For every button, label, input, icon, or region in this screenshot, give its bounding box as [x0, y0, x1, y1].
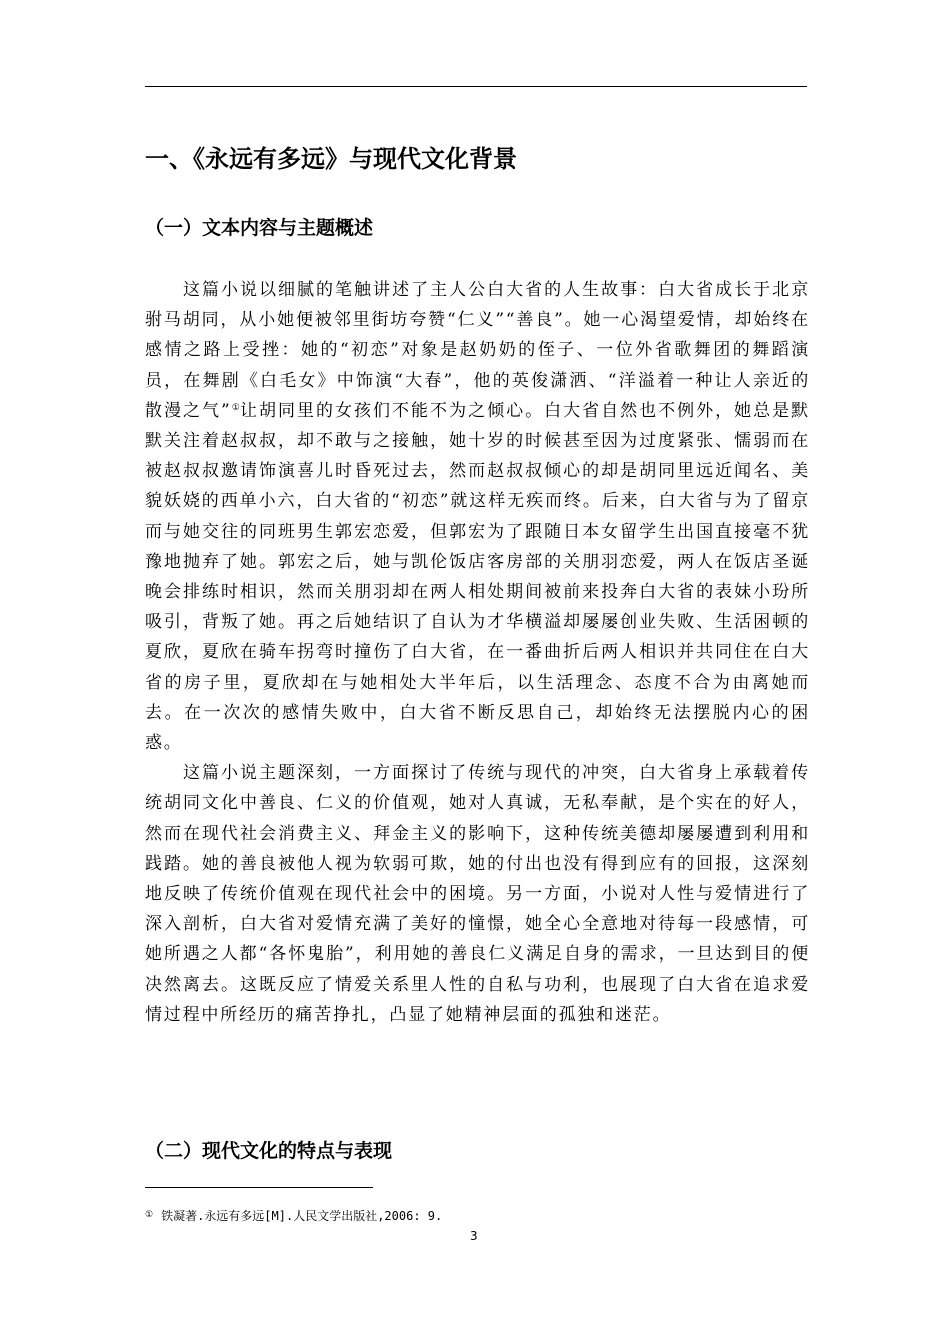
paragraph-1-part-a: 这篇小说以细腻的笔触讲述了主人公白大省的人生故事：白大省成长于北京驸马胡同，从小她便被邻里街坊夸赞“仁义”“善良”。她一心渴望爱情，却始终在感情之路上受挫：她的“初恋”对象是赵奶奶的侄子、一位外省歌舞团的舞蹈演员，在舞剧《白毛女》中饰演“大春”，他的英俊潇洒、“洋溢着一种让人亲近的散漫之气” — [145, 280, 810, 421]
footnote-reference[interactable]: ① — [231, 402, 240, 413]
paragraph-1-part-b: 让胡同里的女孩们不能不为之倾心。白大省自然也不例外，她总是默默关注着赵叔叔，却不敢与之接触，她十岁的时候甚至因为过度紧张、懦弱而在被赵叔叔邀请饰演喜儿时昏死过去，然而赵叔叔倾心的却是胡同里远近闻名、美貌妖娆的西单小六，白大省的“初恋”就这样无疾而终。后来，白大省与为了留京而与她交往的同班男生郭宏恋爱，但郭宏为了跟随日本女留学生出国直接毫不犹豫地抛弃了她。郭宏之后，她与凯伦饭店客房部的关朋羽恋爱，两人在饭店圣诞晚会排练时相识，然而关朋羽却在两人相处期间被前来投奔白大省的表妹小玢所吸引，背叛了她。再之后她结识了自认为才华横溢却屡屡创业失败、生活困顿的夏欣，夏欣在骑车拐弯时撞伤了白大省，在一番曲折后两人相识并共同住在白大省的房子里，夏欣却在与她相处大半年后，以生活理念、态度不合为由离她而去。在一次次的感情失败中，白大省不断反思自己，却始终无法摆脱内心的困惑。 — [145, 400, 810, 754]
chapter-title: 一、《永远有多远》与现代文化背景 — [145, 145, 517, 173]
section-heading-2: （二）现代文化的特点与表现 — [145, 1140, 393, 1162]
footnote-mark: ① — [145, 1210, 154, 1220]
paragraph-2: 这篇小说主题深刻，一方面探讨了传统与现代的冲突，白大省身上承载着传统胡同文化中善良、仁义的价值观，她对人真诚，无私奉献，是个实在的好人，然而在现代社会消费主义、拜金主义的影响下，这种传统美德却屡屡遭到利用和践踏。她的善良被他人视为软弱可欺，她的付出也没有得到应有的回报，这深刻地反映了传统价值观在现代社会中的困境。另一方面，小说对人性与爱情进行了深入剖析，白大省对爱情充满了美好的憧憬，她全心全意地对待每一段感情，可她所遇之人都“各怀鬼胎”，利用她的善良仁义满足自身的需求，一旦达到目的便决然离去。这既反应了情爱关系里人性的自私与功利，也展现了白大省在追求爱情过程中所经历的痛苦挣扎，凸显了她精神层面的孤独和迷茫。 — [145, 763, 810, 1025]
section-heading-1: （一）文本内容与主题概述 — [145, 217, 374, 239]
paragraph-1 — [145, 275, 810, 758]
header-rule — [145, 86, 807, 87]
footnote — [145, 1206, 442, 1225]
body-text — [145, 275, 810, 1030]
footnote-text: 铁凝著.永远有多远[M].人民文学出版社,2006: 9. — [161, 1209, 443, 1223]
footnote-rule — [145, 1187, 373, 1188]
page-number: 3 — [470, 1229, 478, 1243]
